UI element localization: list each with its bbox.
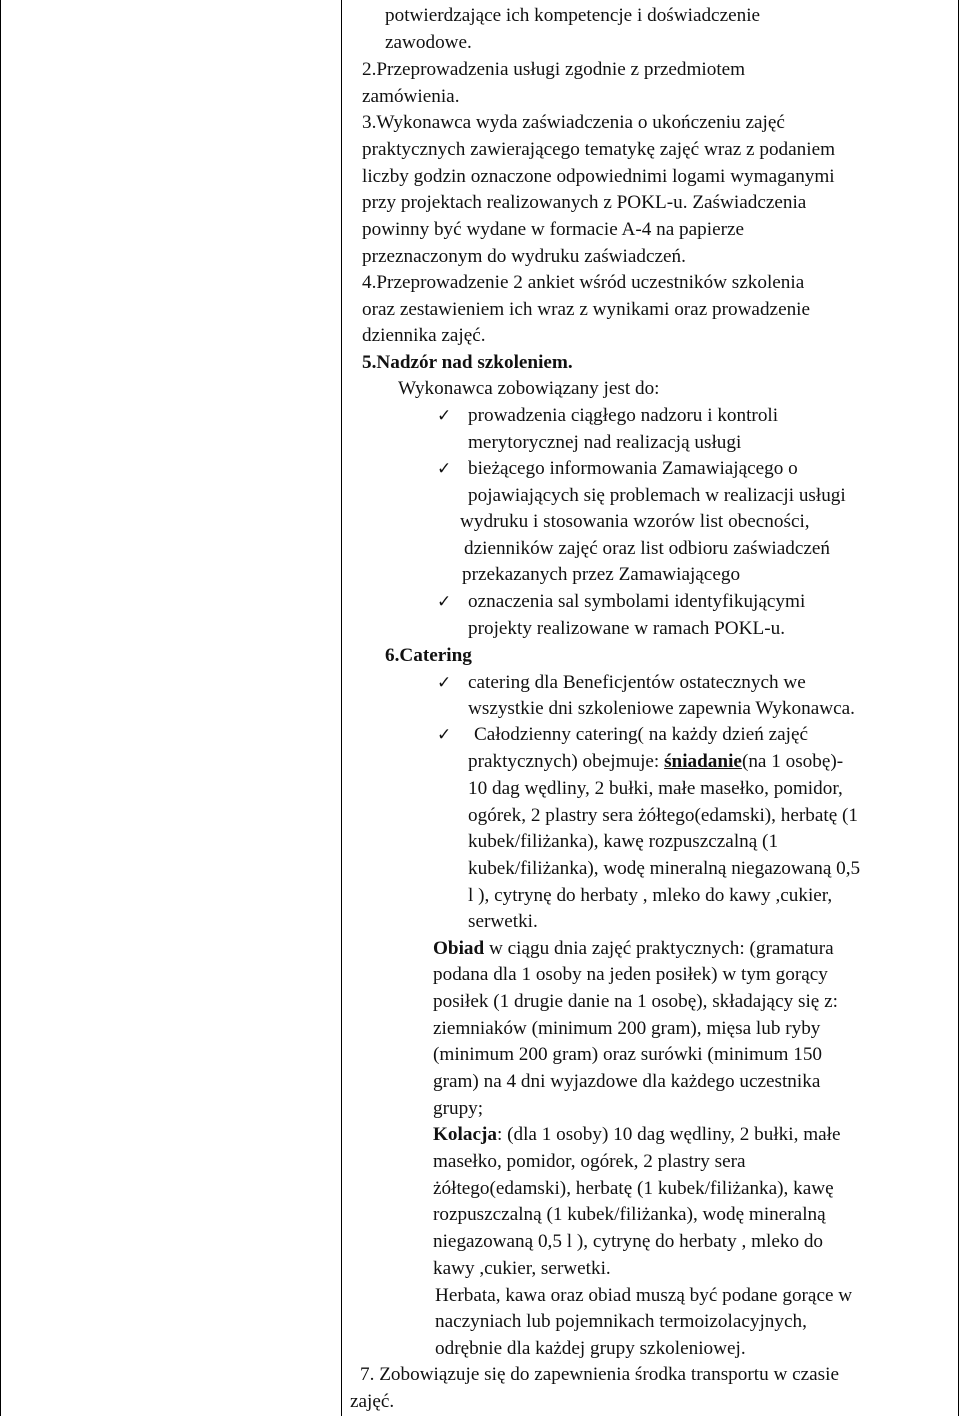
text-line: prowadzenia ciągłego nadzoru i kontroli [468,405,779,426]
text-line: wydruku i stosowania wzorów list obecności, [460,511,810,532]
text-line: gram) na 4 dni wyjazdowe dla każdego uczestnika [433,1071,821,1092]
text-line: Herbata, kawa oraz obiad muszą być podane gorące w [435,1285,853,1306]
text-line: 10 dag wędliny, 2 bułki, małe masełko, pomidor, [468,778,843,799]
check-icon: ✓ [437,725,452,745]
text-line: Całodzienny catering( na każdy dzień zajęć [474,724,809,745]
text-line: kubek/filiżanka), wodę mineralną niegazowaną 0,5 [468,858,861,879]
text-line: zawodowe. [385,32,472,53]
text-line: potwierdzające ich kompetencje i doświadczenie [385,5,761,26]
text-line: Wykonawca zobowiązany jest do: [398,378,660,399]
text-line: kubek/filiżanka), kawę rozpuszczalną (1 [468,831,779,852]
table-border-right [958,0,959,1416]
section-heading: 5.Nadzór nad szkoleniem. [362,352,573,373]
text-line: l ), cytrynę do herbaty , mleko do kawy ,cukier, [468,885,833,906]
text-line: kawy ,cukier, serwetki. [433,1258,611,1279]
text-line: merytorycznej nad realizacją usługi [468,432,742,453]
check-icon: ✓ [437,406,452,426]
text-line: odrębnie dla każdej grupy szkoleniowej. [435,1338,746,1359]
breakfast-label: śniadanie [664,751,742,772]
text-line: powinny być wydane w formacie A-4 na papierze [362,219,745,240]
text-line: grupy; [433,1098,484,1119]
text-line: zajęć. [350,1391,395,1412]
text-line: dzienników zajęć oraz list odbioru zaświadczeń [464,538,831,559]
text-line: podana dla 1 osoby na jeden posiłek) w tym gorący [433,964,828,985]
text-line: projekty realizowane w ramach POKL-u. [468,618,786,639]
check-icon: ✓ [437,673,452,693]
text-line: przeznaczonym do wydruku zaświadczeń. [362,246,686,267]
text-line: przekazanych przez Zamawiającego [462,564,741,585]
text-line: 3.Wykonawca wyda zaświadczenia o ukończeniu zajęć [362,112,785,133]
text-line: masełko, pomidor, ogórek, 2 plastry sera [433,1151,746,1172]
text-line: praktycznych) obejmuje: śniadanie(na 1 osobę)- [468,751,844,772]
text-line: rozpuszczalną (1 kubek/filiżanka), wodę mineralną [433,1204,826,1225]
text-line: ogórek, 2 plastry sera żółtego(edamski), herbatę (1 [468,805,858,826]
text-line: serwetki. [468,911,538,932]
text-line: oznaczenia sal symbolami identyfikującymi [468,591,806,612]
text-line: naczyniach lub pojemnikach termoizolacyjnych, [435,1311,807,1332]
text-line: bieżącego informowania Zamawiającego o [468,458,798,479]
text-line: oraz zestawieniem ich wraz z wynikami oraz prowadzenie [362,299,811,320]
supper-label: Kolacja [433,1124,497,1145]
text-line: posiłek (1 drugie danie na 1 osobę), składający się z: [433,991,838,1012]
text-line: Kolacja: (dla 1 osoby) 10 dag wędliny, 2 bułki, małe [433,1124,841,1145]
text-line: przy projektach realizowanych z POKL-u. Zaświadczenia [362,192,807,213]
text-line: Obiad w ciągu dnia zajęć praktycznych: (gramatura [433,938,834,959]
text-line: praktycznych zawierającego tematykę zajęć wraz z podaniem [362,139,836,160]
table-column-divider [341,0,342,1416]
text-line: 2.Przeprowadzenia usługi zgodnie z przedmiotem [362,59,746,80]
text-line: (minimum 200 gram) oraz surówki (minimum 150 [433,1044,823,1065]
table-border-left [0,0,1,1416]
text-line: zamówienia. [362,86,460,107]
text-line: pojawiających się problemach w realizacji usługi [468,485,846,506]
text-line: 7. Zobowiązuje się do zapewnienia środka transportu w czasie [360,1364,839,1385]
text-line: ziemniaków (minimum 200 gram), mięsa lub ryby [433,1018,821,1039]
text-line: niegazowaną 0,5 l ), cytrynę do herbaty , mleko do [433,1231,824,1252]
text-line: catering dla Beneficjentów ostatecznych we [468,672,806,693]
text-line: liczby godzin oznaczone odpowiednimi logami wymaganymi [362,166,835,187]
check-icon: ✓ [437,592,452,612]
text-line: żółtego(edamski), herbatę (1 kubek/filiżanka), kawę [433,1178,834,1199]
section-heading: 6.Catering [385,645,472,666]
text-line: wszystkie dni szkoleniowe zapewnia Wykonawca. [468,698,855,719]
text-line: 4.Przeprowadzenie 2 ankiet wśród uczestników szkolenia [362,272,805,293]
check-icon: ✓ [437,459,452,479]
lunch-label: Obiad [433,938,485,959]
text-line: dziennika zajęć. [362,325,486,346]
